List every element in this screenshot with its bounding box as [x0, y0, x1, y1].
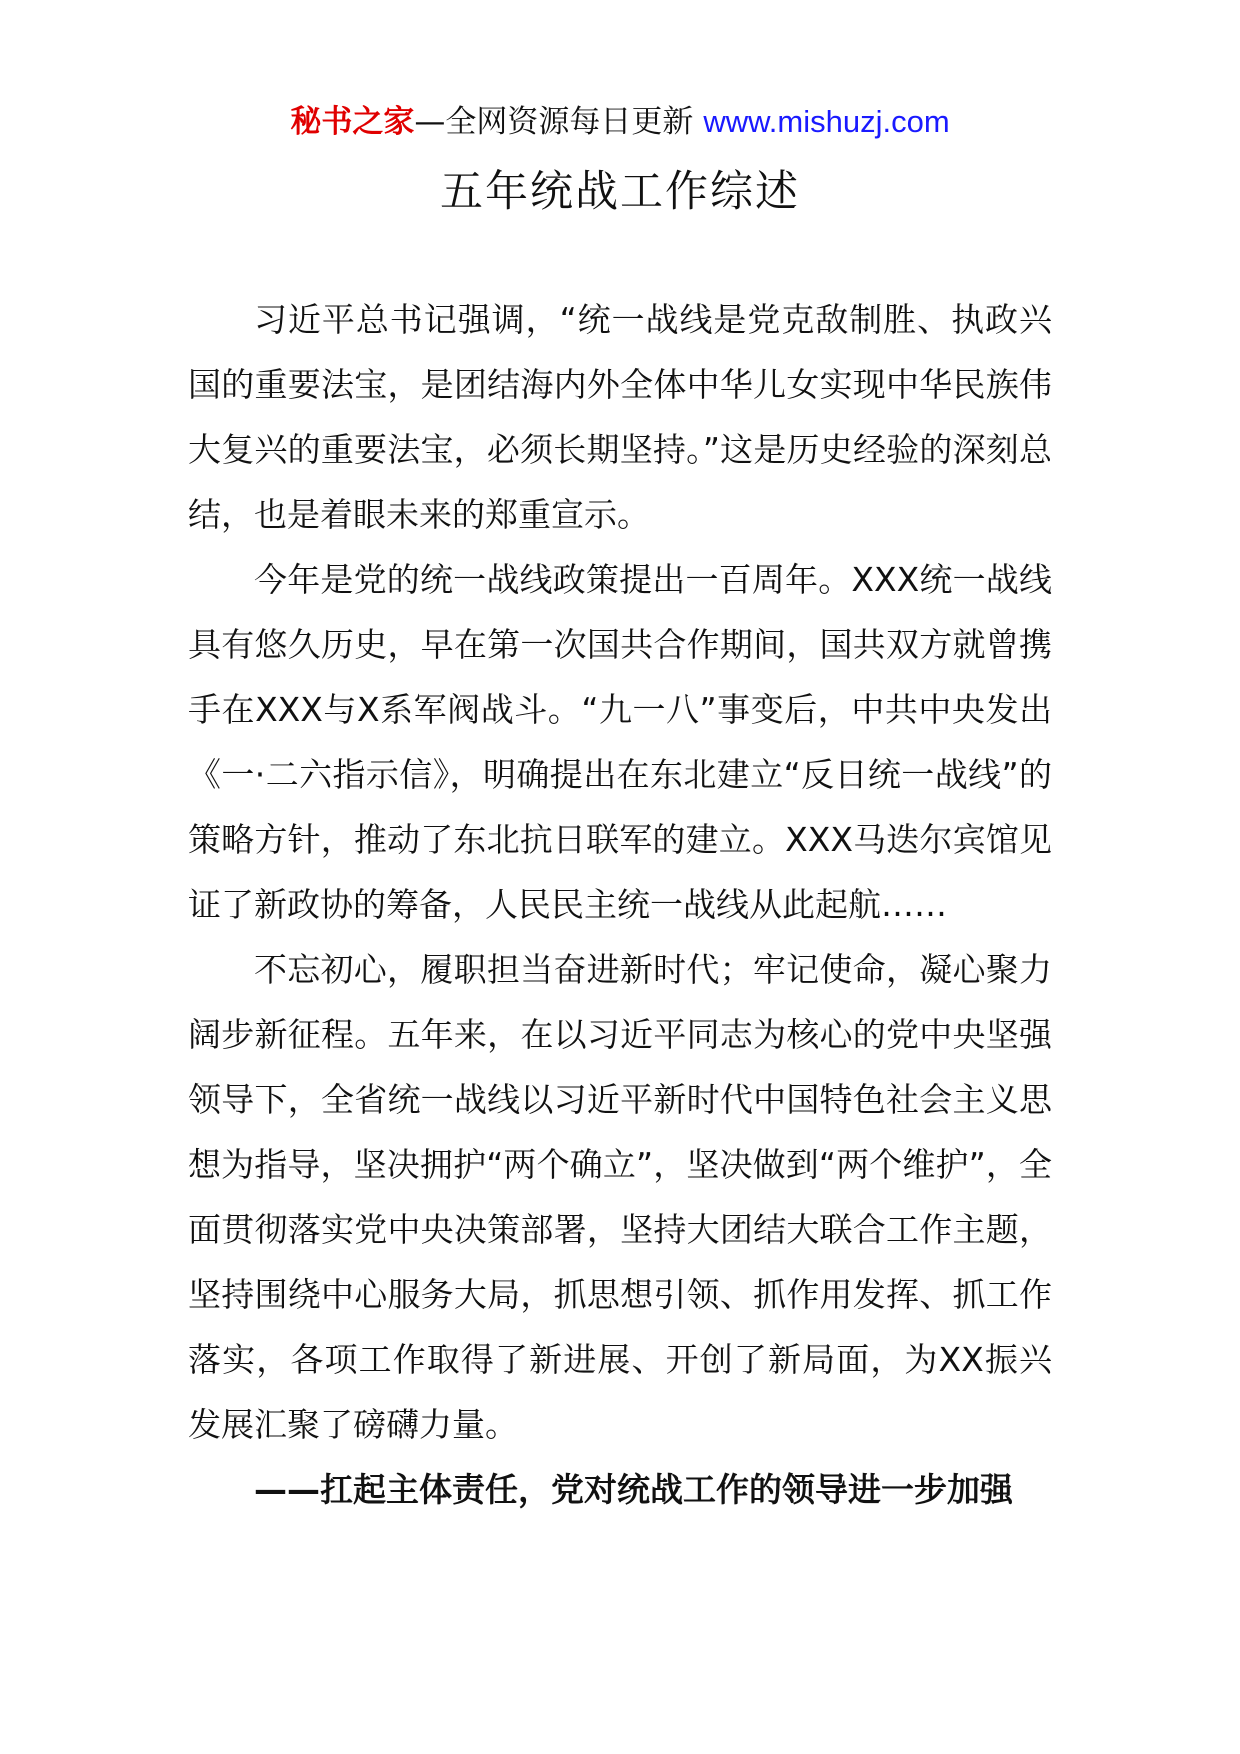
site-header [0, 100, 1240, 144]
paragraph-2: 今年是党的统一战线政策提出一百周年。XXX统一战线具有悠久历史，早在第一次国共合作期间，国共双方就曾携手在XXX与X系军阀战斗。“九一八”事变后，中共中央发出《一·二六指示信》，明确提出在东北建立“反日统一战线”的策略方针，推动了东北抗日联军的建立。XXX马迭尔宾馆见证了新政协的筹备，人民民主统一战线从此起航…… [188, 560, 1052, 924]
site-url-link[interactable]: www.mishuzj.com [703, 104, 950, 139]
site-brand: 秘书之家 [290, 104, 415, 140]
paragraph-3: 不忘初心，履职担当奋进新时代；牢记使命，凝心聚力阔步新征程。五年来，在以习近平同志为核心的党中央坚强领导下，全省统一战线以习近平新时代中国特色社会主义思想为指导，坚决拥护“两个确立”，坚决做到“两个维护”，全面贯彻落实党中央决策部署，坚持大团结大联合工作主题，坚持围绕中心服务大局，抓思想引领、抓作用发挥、抓工作落实，各项工作取得了新进展、开创了新局面，为XX振兴发展汇聚了磅礴力量。 [188, 950, 1052, 1444]
document-body [188, 287, 1052, 1522]
site-tagline: —全网资源每日更新 [414, 104, 694, 140]
section-heading: ——扛起主体责任，党对统战工作的领导进一步加强 [254, 1470, 1013, 1509]
paragraph-1: 习近平总书记强调，“统一战线是党克敌制胜、执政兴国的重要法宝，是团结海内外全体中华儿女实现中华民族伟大复兴的重要法宝，必须长期坚持。”这是历史经验的深刻总结，也是着眼未来的郑重宣示。 [188, 300, 1052, 534]
document-title: 五年统战工作综述 [440, 167, 800, 217]
